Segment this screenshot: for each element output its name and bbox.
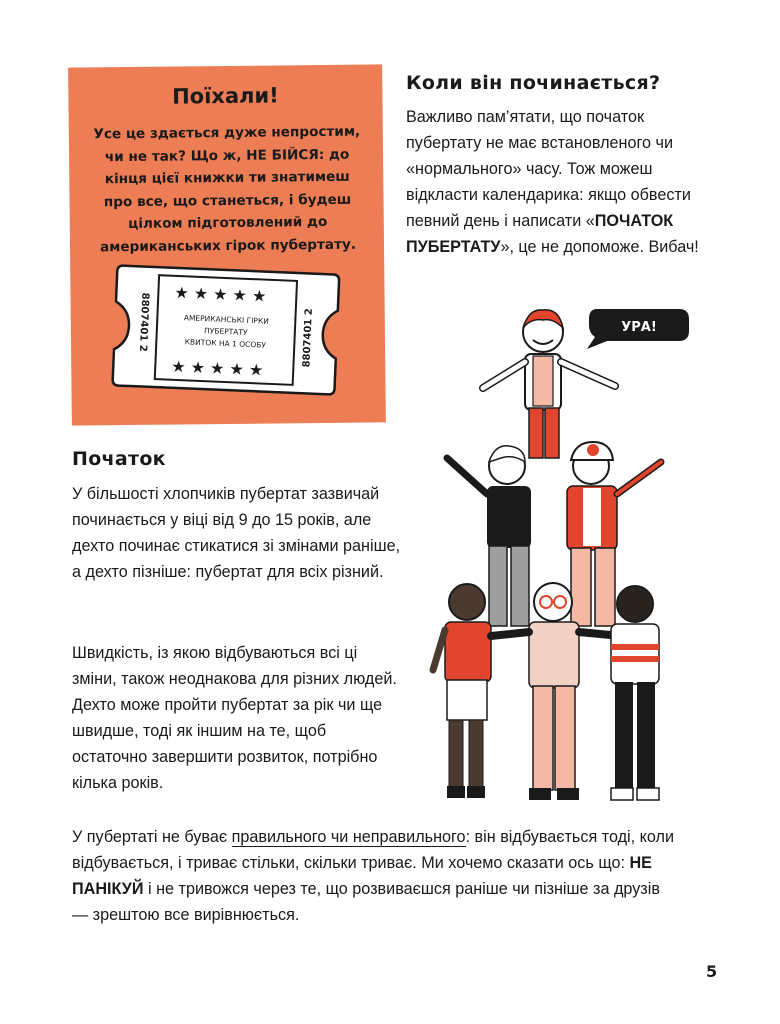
callout-box — [68, 64, 386, 425]
svg-text:★ ★ ★ ★ ★: ★ ★ ★ ★ ★ — [174, 282, 267, 306]
bottom-left-kid-figure — [433, 584, 491, 798]
bottom-paragraph — [72, 824, 678, 928]
top-kid-figure — [483, 310, 615, 458]
callout-title: Поїхали! — [172, 83, 279, 109]
section-when-heading: Коли він починається? — [406, 72, 661, 94]
ticket-line2: ПУБЕРТАТУ — [203, 326, 248, 337]
section-start-paragraph-1: У більшості хлопчиків пубертат зазвичай починається у віці від 9 до 15 років, але дехто починає стикатися зі змінами раніше, а дехто пізніше: пубертат для всіх різний. — [72, 485, 401, 581]
ticket-icon — [108, 261, 343, 399]
section-when-bold: ПОЧАТОК ПУБЕРТАТУ — [406, 212, 674, 256]
section-when-text: Важливо пам’ятати, що початок пубертату не має встановленого чи «нормального» часу. Тож можеш відкласти календарика: якщо обвести певний день і написати « — [406, 108, 691, 230]
section-when-text-end: », це не допоможе. Вибач! — [500, 238, 699, 256]
callout-body: Усе це здається дуже непростим, чи не так? Що ж, НЕ БІЙСЯ: до кінця цієї книжки ти знатимеш про все, що станеться, і будеш цілком підготовлений до американських гірок пубертату. — [93, 123, 361, 255]
ticket-illustration — [108, 261, 343, 399]
bottom-right-kid-figure — [611, 586, 659, 800]
bottom-text-lead: У пубертаті не буває — [72, 828, 232, 846]
bottom-text-tail: і не тривожся через те, що розвиваєшся раніше чи пізніше за друзів — зрештою все вирівнюється. — [72, 880, 660, 924]
page-number: 5 — [706, 962, 718, 981]
ticket-serial-left: 8807401 2 — [136, 292, 151, 352]
ticket-line3: КВИТОК НА 1 ОСОБУ — [184, 337, 267, 350]
section-when-paragraph — [406, 104, 718, 260]
bottom-text-underlined: правильного чи неправильного — [231, 828, 466, 846]
bottom-text-bold: НЕ ПАНІКУЙ — [72, 854, 652, 898]
section-start-heading: Початок — [72, 448, 166, 470]
bottom-text-mid: : він відбувається тоді, коли відбувається, і триває стільки, скільки триває. Ми хочемо сказати ось що: — [72, 828, 675, 872]
section-start-paragraph-2: Швидкість, із якою відбуваються всі ці зміни, також неоднакова для різних людей. Дехто може пройти пубертат за рік чи ще швидше, тоді як іншим на те, щоб остаточно завершити розвиток, потрібно кілька років. — [72, 644, 397, 792]
pyramid-illustration — [425, 300, 675, 815]
speech-bubble-text: УРА! — [621, 320, 657, 335]
ticket-serial-right: 8807401 2 — [301, 308, 315, 368]
ticket-line1: АМЕРИКАНСЬКІ ГІРКИ — [183, 313, 270, 326]
svg-text:★ ★ ★ ★ ★: ★ ★ ★ ★ ★ — [170, 356, 264, 380]
